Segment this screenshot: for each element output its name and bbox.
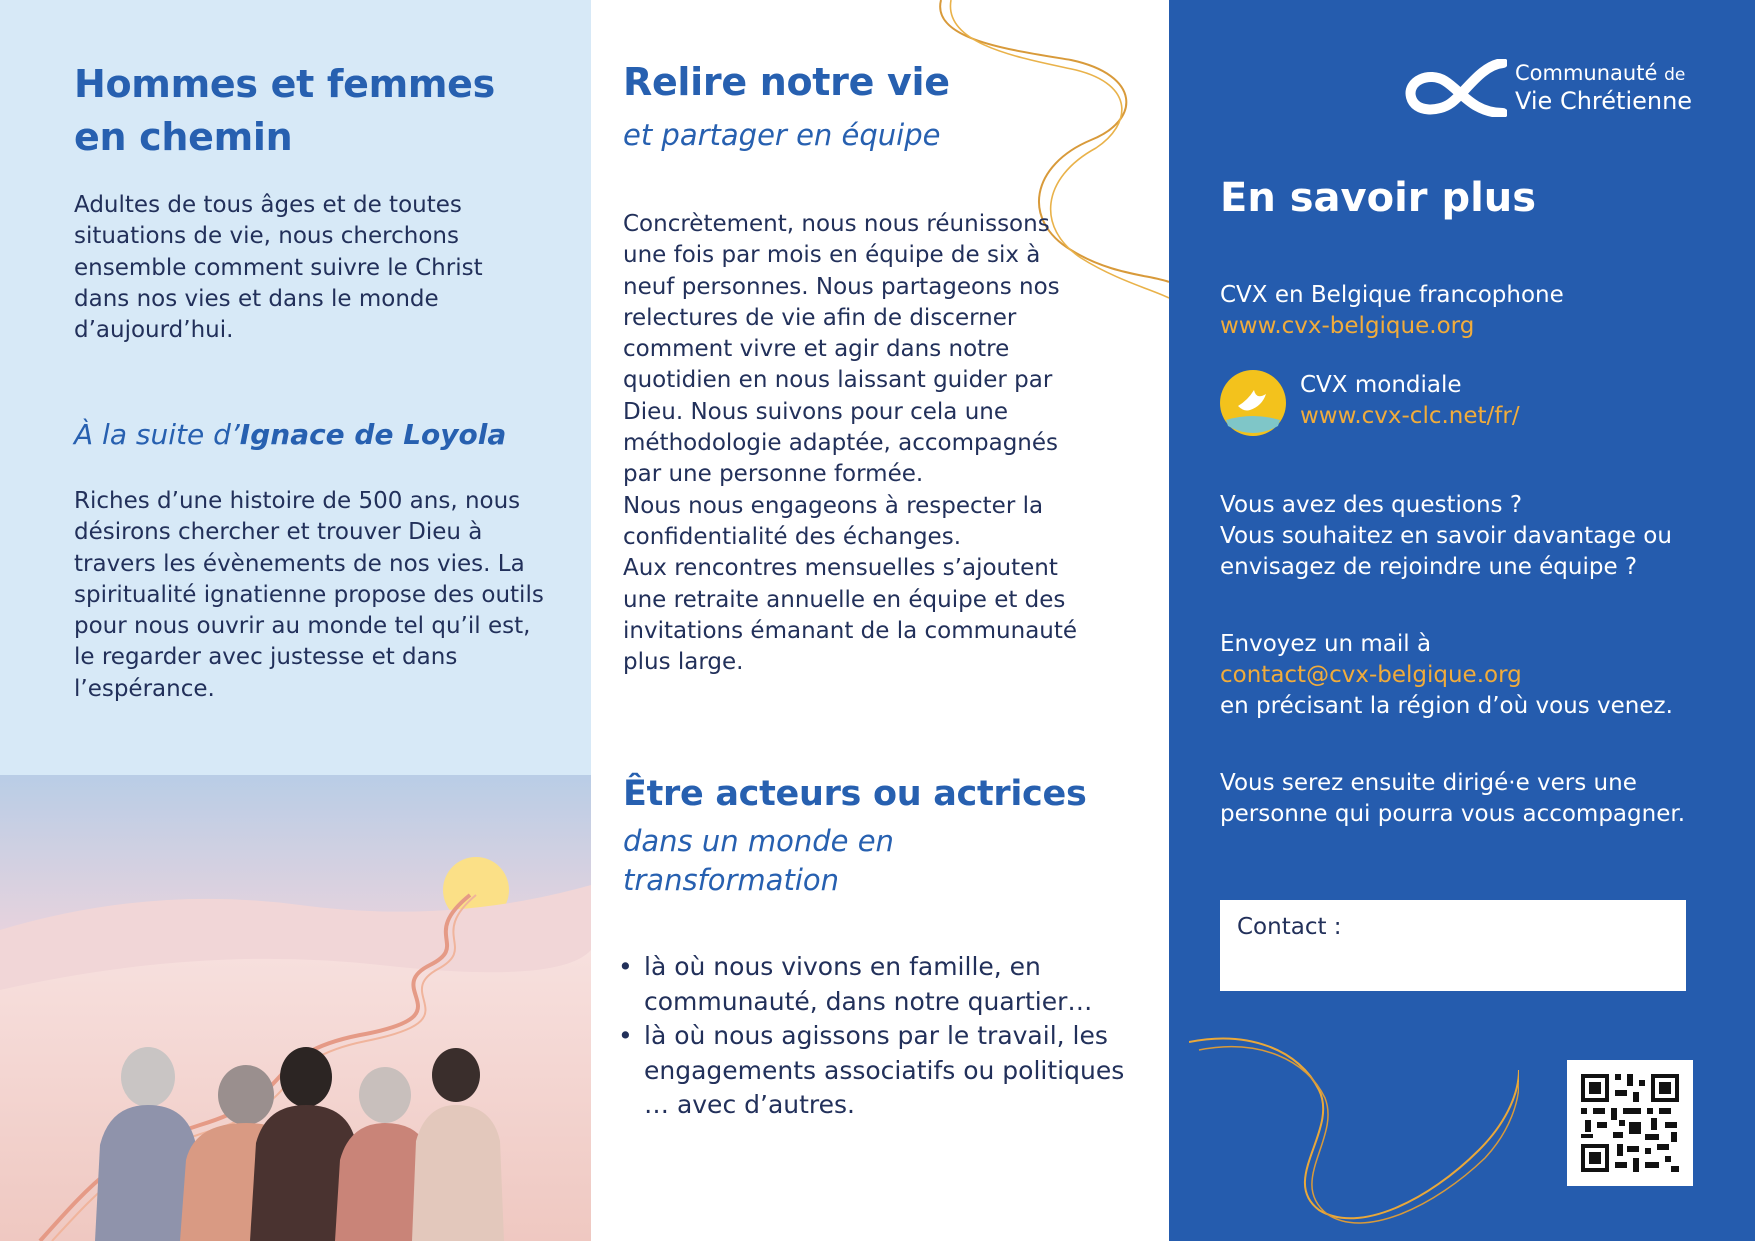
panel-middle-subtitle2: dans un monde en transformation xyxy=(623,824,894,897)
decorative-swirl xyxy=(1189,1030,1519,1241)
logo-word-communaute: Communauté xyxy=(1515,61,1658,85)
directed-text: Vous serez ensuite dirigé·e vers une personne qui pourra vous accompagner. xyxy=(1220,770,1686,827)
subtitle-name: Ignace de Loyola xyxy=(239,418,507,451)
belgium-label: CVX en Belgique francophone xyxy=(1220,282,1564,308)
cvx-logo xyxy=(1403,55,1733,125)
panel-left-subtitle xyxy=(74,415,554,455)
list-item: • là où nous agissons par le travail, les engagements associatifs ou politiques … avec d’autres. xyxy=(623,1019,1133,1123)
panel-left-body: Riches d’une histoire de 500 ans, nous désirons chercher et trouver Dieu à travers les évènements de nos vies. La spiritualité ignatienne propose des outils pour nous ouvrir au monde tel qu’il est, le regarder avec justesse et dans l’espérance. xyxy=(74,488,544,702)
belgium-block xyxy=(1220,280,1564,342)
mail-outro: en précisant la région d’où vous venez. xyxy=(1220,693,1673,719)
panel-middle-subtitle: et partager en équipe xyxy=(623,118,941,152)
mail-intro: Envoyez un mail à xyxy=(1220,631,1432,657)
panel-middle xyxy=(591,0,1169,1241)
panel-left-title: Hommes et femmes en chemin xyxy=(74,62,495,159)
panel-left xyxy=(0,0,591,1241)
mail-link[interactable]: contact@cvx-belgique.org xyxy=(1220,662,1522,688)
questions-text: Vous avez des questions ? Vous souhaitez en savoir davantage ou envisagez de rejoindre une équipe ? xyxy=(1220,492,1672,580)
engagement-list xyxy=(623,950,1133,1123)
contact-label: Contact : xyxy=(1237,914,1342,940)
panel-right xyxy=(1169,0,1755,1241)
logo-word-de: de xyxy=(1664,65,1686,85)
qr-code-icon[interactable] xyxy=(1567,1060,1693,1186)
logo-text-line1 xyxy=(1515,61,1685,87)
subtitle-prefix: À la suite d’ xyxy=(74,418,240,451)
cvx-world-dove-icon xyxy=(1220,370,1286,436)
contact-box[interactable] xyxy=(1220,900,1686,991)
list-item: • là où nous vivons en famille, en communauté, dans notre quartier… xyxy=(623,950,1133,1019)
world-block xyxy=(1300,370,1520,432)
belgium-link[interactable]: www.cvx-belgique.org xyxy=(1220,313,1475,339)
people-path-illustration xyxy=(0,775,591,1241)
panel-middle-title: Relire notre vie xyxy=(623,60,950,104)
panel-right-title: En savoir plus xyxy=(1220,175,1537,221)
cvx-logo-icon xyxy=(1403,59,1507,117)
world-label: CVX mondiale xyxy=(1300,372,1462,398)
panel-middle-body: Concrètement, nous nous réunissons une fois par mois en équipe de six à neuf personnes. Nous partageons nos relectures de vie afin de discerner comment vivre et agir dans notre quotidien en nous laissant guider par Dieu. Nous suivons pour cela une méthodologie adaptée, accompagnés par une personne formée. Nous nous engageons à respecter la confidentialité des échanges. Aux rencontres mensuelles s’ajoutent une retraite annuelle en équipe et des invitations émanant de la communauté plus large. xyxy=(623,211,1078,676)
logo-text-line2: Vie Chrétienne xyxy=(1515,87,1693,115)
world-link[interactable]: www.cvx-clc.net/fr/ xyxy=(1300,403,1520,429)
panel-left-intro: Adultes de tous âges et de toutes situations de vie, nous cherchons ensemble comment suivre le Christ dans nos vies et dans le monde d’aujourd’hui. xyxy=(74,192,483,344)
panel-middle-heading2: Être acteurs ou actrices xyxy=(623,774,1087,814)
mail-block xyxy=(1220,629,1720,722)
